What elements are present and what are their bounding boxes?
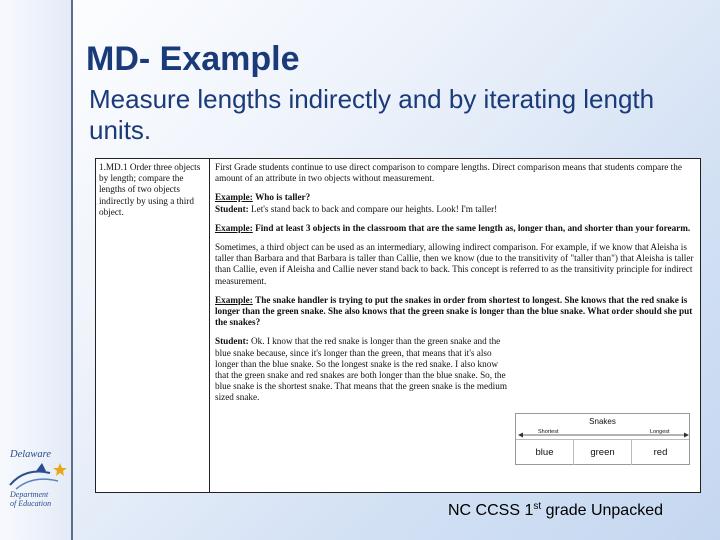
snake-chart-title: Snakes (589, 417, 616, 426)
standard-text: 1.MD.1 Order three objects by length; compare the lengths of two objects indirectly by using a third object. (99, 162, 201, 217)
standard-column (96, 159, 210, 492)
logo-department (10, 490, 51, 508)
snake-cell-longest: red (653, 447, 668, 458)
student-2-label: Student: (215, 336, 249, 347)
logo-dept-line2: of Education (10, 499, 52, 508)
example-1-label: Example: (215, 192, 253, 203)
logo-dept-line1: Department (10, 490, 49, 499)
student-2 (215, 336, 507, 403)
example-1-text: Who is taller? (255, 192, 311, 203)
snake-order-chart (515, 413, 690, 465)
intro-paragraph: First Grade students continue to use direct comparison to compare lengths. Direct comparison means that students compare the amount of an attribute in two objects without measurement. (215, 162, 682, 184)
example-3 (215, 295, 696, 329)
student-1-text: Let's stand back to back and compare our heights. Look! I'm taller! (251, 203, 498, 214)
delaware-doe-logo (6, 443, 68, 518)
example-2-label: Example: (215, 222, 253, 233)
snake-cell-shortest: blue (516, 440, 574, 465)
footer-text-before: NC CCSS 1 (448, 502, 534, 519)
indirect-comparison-paragraph: Sometimes, a third object can be used as an intermediary, allowing indirect comparison. For example, if we know that Aleisha is taller than Barbara and that Barbara is taller than Callie, then we know (due to the transitivity of "taller than") that Aleisha is taller than Callie, even if Aleisha and Callie never stand back to back. This concept is referred to as the transitivity principle for indirect measurement. (215, 242, 694, 286)
logo-state-name: Delaware (10, 449, 52, 460)
delaware-bird-icon (6, 459, 68, 491)
example-2 (215, 223, 696, 234)
footer-source (448, 501, 663, 520)
slide-subtitle: Measure lengths indirectly and by iterating length units. (89, 84, 655, 145)
double-arrow-icon (518, 432, 689, 438)
student-1-label: Student: (215, 203, 249, 214)
student-2-text: Ok. I know that the red snake is longer than the green snake and the blue snake because, since it's longer than the green, that means that it's also longer than the blue snake. So the longest snake is the red snake. I also know that the green snake and red snakes are both longer than the blue snake. So, the blue snake is the shortest snake. That means that the green snake is the medium sized snake. (215, 336, 507, 403)
snake-shortest-label: Shortest (538, 429, 559, 435)
snake-cell-medium: green (574, 440, 632, 465)
example-2-text: Find at least 3 objects in the classroom that are the same length as, longer than, and shorter than your forearm. (255, 222, 691, 233)
slide-title: MD- Example (86, 40, 300, 78)
example-3-label: Example: (215, 294, 253, 305)
footer-text-after: grade Unpacked (541, 502, 663, 519)
explanation-column (215, 159, 700, 412)
snake-longest-label: Longest (650, 429, 670, 435)
footer-superscript: st (533, 501, 542, 512)
snake-cells (516, 439, 689, 465)
unpacked-standard-document (95, 158, 701, 493)
example-3-text: The snake handler is trying to put the snakes in order from shortest to longest. She knows that the red snake is longer than the green snake. She also knows that the green snake is longer than the blue snake. What order should she put the snakes? (215, 294, 693, 328)
example-1 (215, 192, 696, 214)
